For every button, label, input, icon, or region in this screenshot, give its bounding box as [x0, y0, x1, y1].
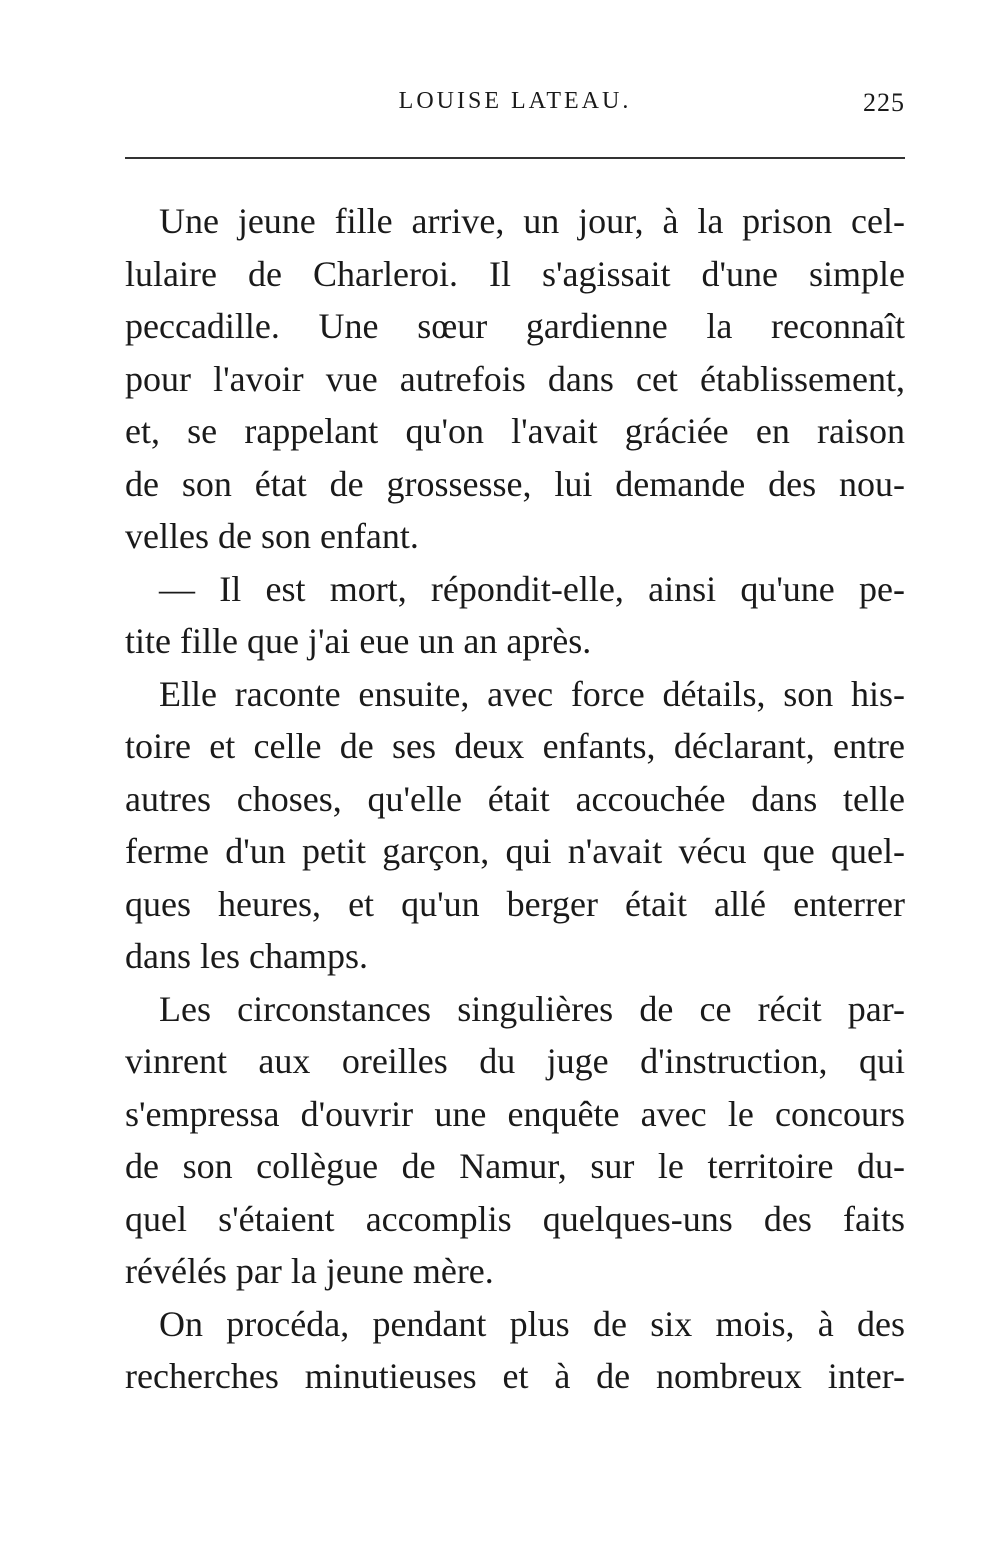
running-head: LOUISE LATEAU. — [398, 88, 632, 114]
text-line: révélés par la jeune mère. — [125, 1251, 494, 1291]
text-line: pour l'avoir vue autrefois dans cet établissement, — [125, 358, 905, 399]
page-header — [125, 88, 905, 128]
text-line: vinrent aux oreilles du juge d'instruction, qui — [125, 1041, 905, 1081]
text-line: de son collègue de Namur, sur le territoire du- — [125, 1146, 905, 1186]
text-line: lulaire de Charleroi. Il s'agissait d'une simple — [125, 253, 905, 294]
text-line: quel s'étaient accomplis quelques-uns des faits — [125, 1198, 905, 1239]
text-line: peccadille. Une sœur gardienne la reconnaît — [125, 306, 905, 346]
text-line: tite fille que j'ai eue un an après. — [125, 621, 592, 661]
page-number: 225 — [863, 88, 905, 117]
text-line: s'empressa d'ouvrir une enquête avec le concours — [125, 1093, 905, 1134]
body-text — [125, 195, 905, 1403]
text-line: dans les champs. — [125, 936, 368, 976]
text-line: autres choses, qu'elle était accouchée dans telle — [125, 778, 905, 819]
text-line: velles de son enfant. — [125, 516, 419, 556]
header-rule — [125, 157, 905, 159]
text-line: ferme d'un petit garçon, qui n'avait vécu que quel- — [125, 831, 905, 871]
text-line: et, se rappelant qu'on l'avait gráciée en raison — [125, 411, 905, 451]
text-line: de son état de grossesse, lui demande des nou- — [125, 463, 905, 504]
text-line: Les circonstances singulières de ce récit par- — [159, 988, 905, 1029]
text-line: Elle raconte ensuite, avec force détails, son his- — [159, 673, 905, 714]
text-line: ques heures, et qu'un berger était allé enterrer — [125, 883, 905, 924]
text-line: toire et celle de ses deux enfants, déclarant, entre — [125, 726, 905, 766]
text-line: — Il est mort, répondit-elle, ainsi qu'une pe- — [159, 568, 905, 609]
text-line: recherches minutieuses et à de nombreux inter- — [125, 1356, 905, 1396]
text-line: Une jeune fille arrive, un jour, à la prison cel- — [159, 201, 905, 241]
text-line: On procéda, pendant plus de six mois, à des — [159, 1303, 905, 1344]
